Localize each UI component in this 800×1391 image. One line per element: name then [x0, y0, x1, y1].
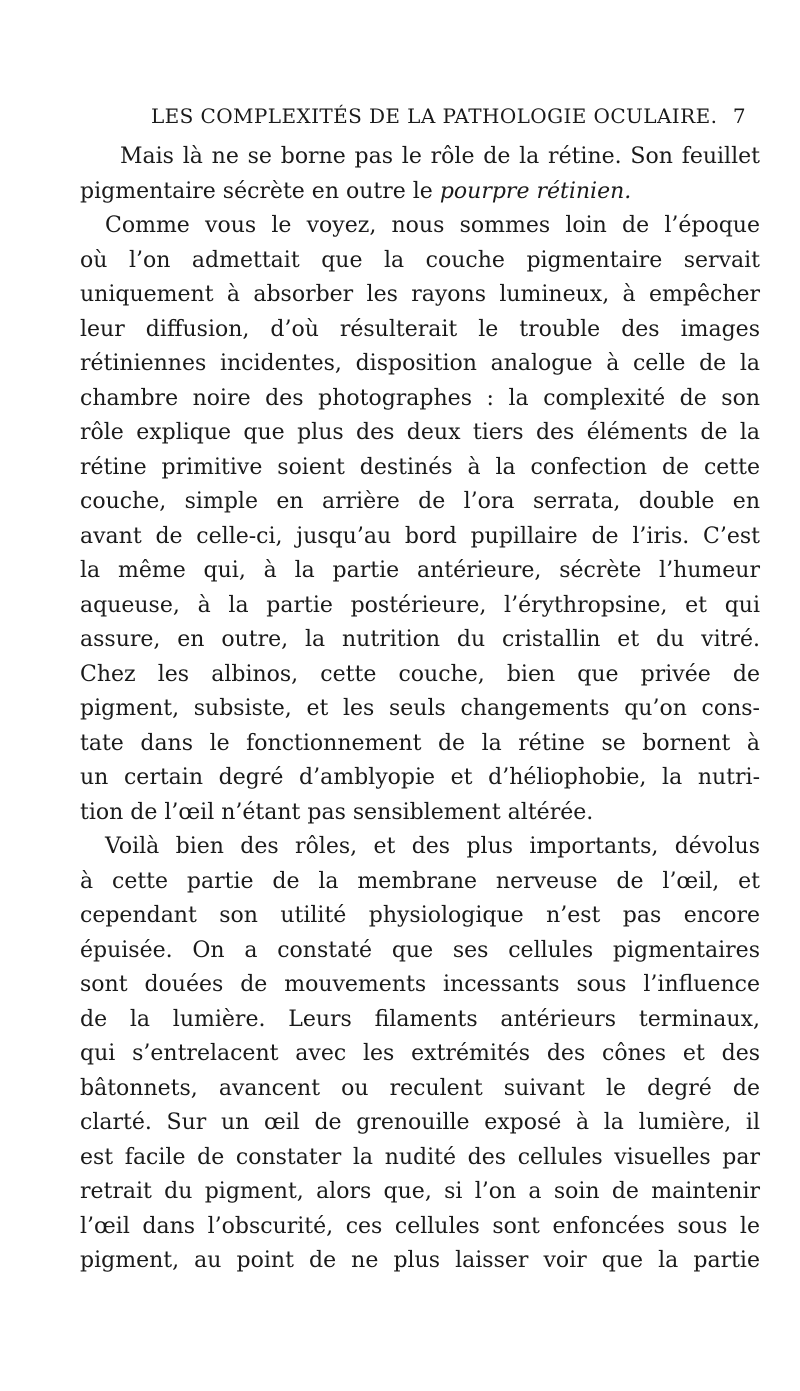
text-line: tion de l’œil n’étant pas sensiblement altérée.	[80, 799, 594, 825]
text-line: Voilà bien des rôles, et des plus importants, dévolus	[105, 834, 760, 859]
text-line: l’œil dans l’obscurité, ces cellules sont enfoncées sous le	[80, 1213, 760, 1239]
text-line: rétiniennes incidentes, disposition analogue à celle de la	[80, 351, 760, 376]
text-line: à cette partie de la membrane nerveuse de l’œil, et	[80, 868, 760, 894]
text-line: où l’on admettait que la couche pigmentaire servait	[80, 247, 760, 273]
text-line: retrait du pigment, alors que, si l’on a soin de maintenir	[80, 1179, 760, 1204]
text-line: leur diffusion, d’où résulterait le trouble des images	[80, 316, 760, 342]
text-line: épuisée. On a constaté que ses cellules pigmentaires	[80, 937, 760, 963]
text-fragment: pigmentaire sécrète en outre le	[80, 178, 433, 204]
text-line: Mais là ne se borne pas le rôle de la rétine. Son feuillet	[120, 144, 760, 169]
running-head	[151, 104, 751, 134]
page-number: 7	[732, 104, 746, 128]
text-line: Comme vous le voyez, nous sommes loin de l’époque	[105, 213, 760, 238]
text-line: avant de celle-ci, jusqu’au bord pupillaire de l’iris. C’est	[80, 523, 760, 549]
text-line: rôle explique que plus des deux tiers des éléments de la	[80, 420, 760, 445]
body-text	[80, 140, 760, 1279]
text-line: cependant son utilité physiologique n’est pas encore	[80, 903, 760, 928]
text-line: uniquement à absorber les rayons lumineux, à empêcher	[80, 282, 760, 307]
text-line: qui s’entrelacent avec les extrémités des cônes et des	[80, 1041, 760, 1066]
text-line: aqueuse, à la partie postérieure, l’érythropsine, et qui	[80, 592, 760, 618]
text-line: assure, en outre, la nutrition du cristallin et du vitré.	[80, 627, 760, 652]
italic-term: pourpre rétinien.	[439, 178, 632, 204]
text-line: chambre noire des photographes : la complexité de son	[80, 385, 760, 411]
text-line: Chez les albinos, cette couche, bien que privée de	[80, 661, 760, 687]
text-line: pigment, au point de ne plus laisser voir que la partie	[80, 1248, 760, 1273]
text-line	[80, 175, 760, 210]
text-line: tate dans le fonctionnement de la rétine se bornent à	[80, 730, 760, 756]
text-line: un certain degré d’amblyopie et d’héliophobie, la nutri-	[80, 765, 760, 790]
text-line: rétine primitive soient destinés à la confection de cette	[80, 454, 760, 480]
text-line: sont douées de mouvements incessants sous l’influence	[80, 972, 760, 997]
text-line: la même qui, à la partie antérieure, sécrète l’humeur	[80, 558, 760, 583]
text-line: bâtonnets, avancent ou reculent suivant le degré de	[80, 1075, 760, 1101]
text-line: pigment, subsiste, et les seuls changements qu’on cons-	[80, 696, 760, 721]
running-title: LES COMPLEXITÉS DE LA PATHOLOGIE OCULAIRE.	[151, 104, 718, 128]
text-line: est facile de constater la nudité des cellules visuelles par	[80, 1144, 760, 1170]
text-line: clarté. Sur un œil de grenouille exposé à la lumière, il	[80, 1110, 760, 1135]
text-line: de la lumière. Leurs filaments antérieurs terminaux,	[80, 1006, 760, 1032]
text-line: couche, simple en arrière de l’ora serrata, double en	[80, 489, 760, 514]
